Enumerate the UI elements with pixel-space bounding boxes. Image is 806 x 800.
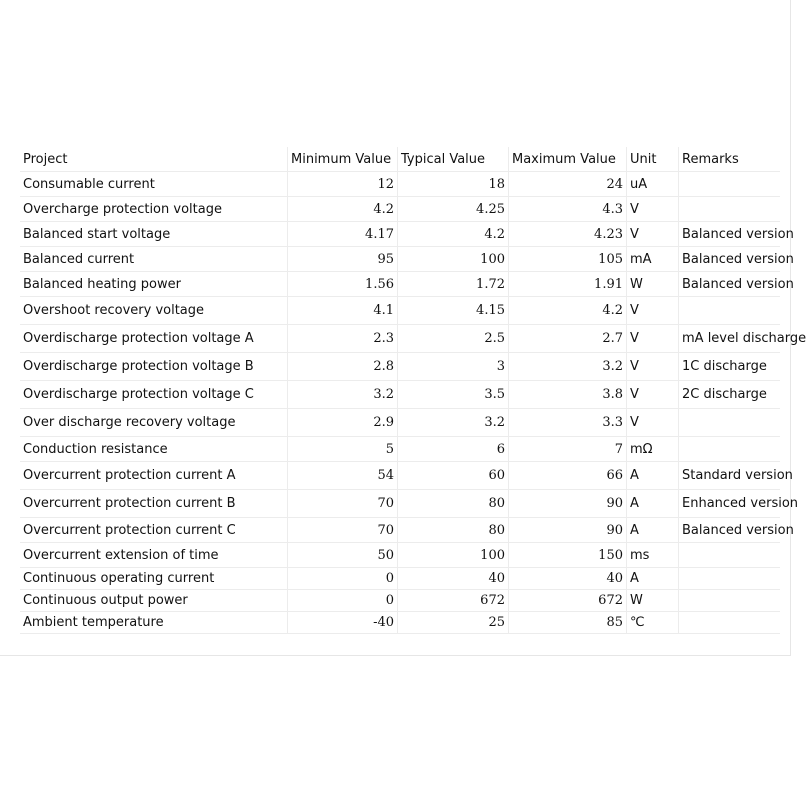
cell-typical: 3.5 xyxy=(398,381,509,409)
cell-project: Over discharge recovery voltage xyxy=(20,409,288,437)
table-row xyxy=(20,518,780,543)
cell-remarks: Enhanced version xyxy=(679,490,781,518)
cell-unit: V xyxy=(627,409,679,437)
cell-unit: W xyxy=(627,272,679,297)
cell-project: Overcurrent protection current C xyxy=(20,518,288,543)
header-remarks: Remarks xyxy=(679,147,781,172)
cell-typical: 18 xyxy=(398,172,509,197)
cell-remarks: mA level discharge xyxy=(679,325,781,353)
cell-project: Overdischarge protection voltage C xyxy=(20,381,288,409)
cell-typical: 1.72 xyxy=(398,272,509,297)
cell-minimum: 95 xyxy=(288,247,398,272)
cell-project: Overcurrent extension of time xyxy=(20,543,288,568)
cell-maximum: 4.23 xyxy=(509,222,627,247)
cell-unit: V xyxy=(627,197,679,222)
cell-typical: 3 xyxy=(398,353,509,381)
cell-minimum: 50 xyxy=(288,543,398,568)
cell-minimum: 2.3 xyxy=(288,325,398,353)
table-row xyxy=(20,272,780,297)
cell-project: Overdischarge protection voltage A xyxy=(20,325,288,353)
cell-unit: A xyxy=(627,490,679,518)
header-project: Project xyxy=(20,147,288,172)
cell-minimum: 54 xyxy=(288,462,398,490)
cell-minimum: 4.1 xyxy=(288,297,398,325)
cell-project: Continuous output power xyxy=(20,590,288,612)
cell-remarks xyxy=(679,297,781,325)
cell-maximum: 1.91 xyxy=(509,272,627,297)
cell-remarks: Standard version xyxy=(679,462,781,490)
cell-maximum: 24 xyxy=(509,172,627,197)
cell-remarks: Balanced version xyxy=(679,272,781,297)
cell-project: Overshoot recovery voltage xyxy=(20,297,288,325)
cell-typical: 40 xyxy=(398,568,509,590)
table-row xyxy=(20,543,780,568)
cell-minimum: 70 xyxy=(288,518,398,543)
cell-unit: V xyxy=(627,353,679,381)
cell-remarks: 2C discharge xyxy=(679,381,781,409)
cell-typical: 4.25 xyxy=(398,197,509,222)
cell-unit: W xyxy=(627,590,679,612)
table-row xyxy=(20,197,780,222)
cell-project: Consumable current xyxy=(20,172,288,197)
cell-maximum: 66 xyxy=(509,462,627,490)
table-row xyxy=(20,222,780,247)
cell-unit: V xyxy=(627,297,679,325)
cell-minimum: 0 xyxy=(288,568,398,590)
cell-unit: uA xyxy=(627,172,679,197)
cell-typical: 100 xyxy=(398,247,509,272)
cell-minimum: 70 xyxy=(288,490,398,518)
table-row xyxy=(20,297,780,325)
table-header-row xyxy=(20,147,780,172)
table-row xyxy=(20,247,780,272)
cell-unit: mA xyxy=(627,247,679,272)
cell-typical: 2.5 xyxy=(398,325,509,353)
header-maximum-value: Maximum Value xyxy=(509,147,627,172)
cell-maximum: 3.8 xyxy=(509,381,627,409)
cell-remarks xyxy=(679,612,781,634)
cell-minimum: 3.2 xyxy=(288,381,398,409)
cell-project: Overdischarge protection voltage B xyxy=(20,353,288,381)
header-minimum-value: Minimum Value xyxy=(288,147,398,172)
cell-unit: V xyxy=(627,325,679,353)
table-row xyxy=(20,612,780,634)
cell-remarks xyxy=(679,197,781,222)
cell-remarks xyxy=(679,590,781,612)
cell-project: Continuous operating current xyxy=(20,568,288,590)
cell-project: Balanced current xyxy=(20,247,288,272)
cell-remarks: Balanced version xyxy=(679,518,781,543)
cell-unit: A xyxy=(627,568,679,590)
cell-maximum: 3.2 xyxy=(509,353,627,381)
cell-remarks: 1C discharge xyxy=(679,353,781,381)
cell-unit: V xyxy=(627,381,679,409)
header-unit: Unit xyxy=(627,147,679,172)
cell-maximum: 90 xyxy=(509,518,627,543)
cell-typical: 6 xyxy=(398,437,509,462)
table-row xyxy=(20,353,780,381)
cell-minimum: 2.9 xyxy=(288,409,398,437)
cell-project: Conduction resistance xyxy=(20,437,288,462)
cell-typical: 100 xyxy=(398,543,509,568)
cell-project: Balanced start voltage xyxy=(20,222,288,247)
cell-remarks xyxy=(679,172,781,197)
cell-remarks xyxy=(679,437,781,462)
cell-maximum: 4.2 xyxy=(509,297,627,325)
cell-typical: 60 xyxy=(398,462,509,490)
cell-typical: 3.2 xyxy=(398,409,509,437)
cell-typical: 25 xyxy=(398,612,509,634)
specifications-table xyxy=(20,147,806,634)
cell-remarks: Balanced version xyxy=(679,247,781,272)
cell-typical: 672 xyxy=(398,590,509,612)
cell-typical: 4.2 xyxy=(398,222,509,247)
cell-maximum: 3.3 xyxy=(509,409,627,437)
cell-unit: A xyxy=(627,462,679,490)
cell-maximum: 150 xyxy=(509,543,627,568)
cell-remarks xyxy=(679,568,781,590)
cell-typical: 80 xyxy=(398,518,509,543)
cell-minimum: 2.8 xyxy=(288,353,398,381)
cell-maximum: 7 xyxy=(509,437,627,462)
cell-maximum: 672 xyxy=(509,590,627,612)
cell-maximum: 2.7 xyxy=(509,325,627,353)
cell-remarks xyxy=(679,543,781,568)
table-row xyxy=(20,409,780,437)
cell-unit: ms xyxy=(627,543,679,568)
table-row xyxy=(20,490,780,518)
cell-project: Overcharge protection voltage xyxy=(20,197,288,222)
cell-unit: mΩ xyxy=(627,437,679,462)
table-row xyxy=(20,462,780,490)
cell-remarks: Balanced version xyxy=(679,222,781,247)
table-row xyxy=(20,437,780,462)
cell-remarks xyxy=(679,409,781,437)
cell-maximum: 40 xyxy=(509,568,627,590)
cell-minimum: -40 xyxy=(288,612,398,634)
cell-minimum: 4.2 xyxy=(288,197,398,222)
cell-unit: V xyxy=(627,222,679,247)
cell-unit: A xyxy=(627,518,679,543)
cell-maximum: 90 xyxy=(509,490,627,518)
cell-maximum: 85 xyxy=(509,612,627,634)
cell-minimum: 4.17 xyxy=(288,222,398,247)
cell-typical: 4.15 xyxy=(398,297,509,325)
cell-maximum: 105 xyxy=(509,247,627,272)
cell-maximum: 4.3 xyxy=(509,197,627,222)
cell-project: Ambient temperature xyxy=(20,612,288,634)
cell-minimum: 5 xyxy=(288,437,398,462)
table-row xyxy=(20,381,780,409)
table-row xyxy=(20,568,780,590)
cell-project: Overcurrent protection current B xyxy=(20,490,288,518)
header-typical-value: Typical Value xyxy=(398,147,509,172)
cell-minimum: 1.56 xyxy=(288,272,398,297)
cell-project: Overcurrent protection current A xyxy=(20,462,288,490)
cell-minimum: 0 xyxy=(288,590,398,612)
table-row xyxy=(20,172,780,197)
cell-minimum: 12 xyxy=(288,172,398,197)
cell-unit: ℃ xyxy=(627,612,679,634)
table-row xyxy=(20,590,780,612)
cell-typical: 80 xyxy=(398,490,509,518)
table-row xyxy=(20,325,780,353)
cell-project: Balanced heating power xyxy=(20,272,288,297)
